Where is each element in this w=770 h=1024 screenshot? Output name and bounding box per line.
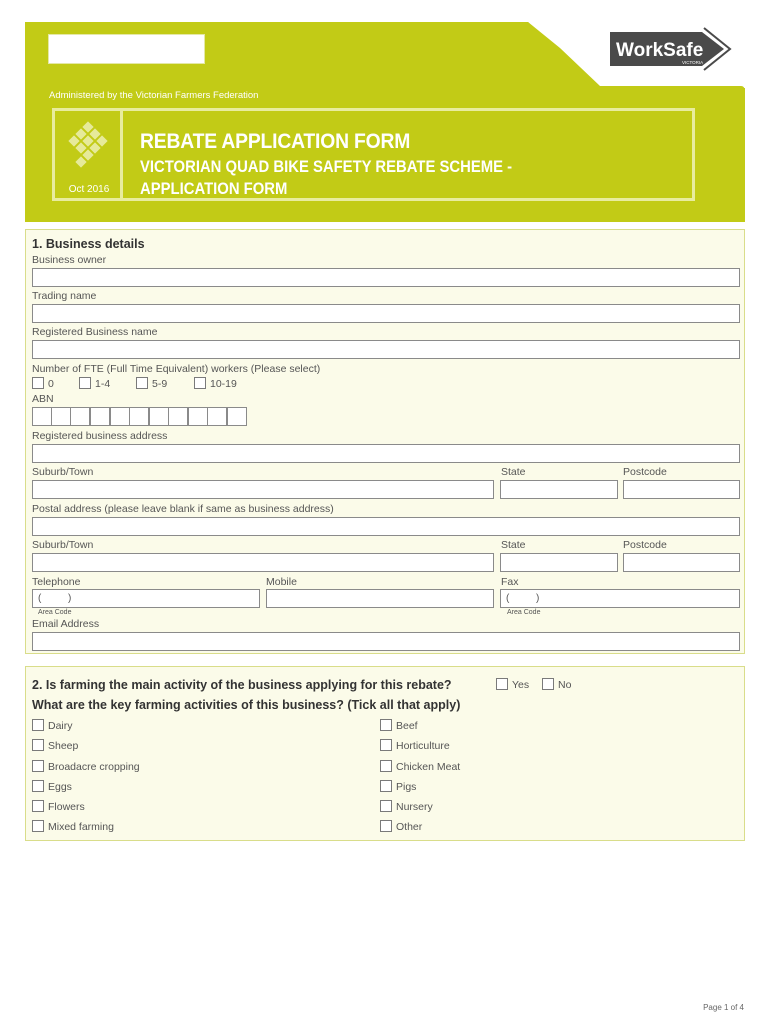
state-label: State (501, 466, 526, 478)
telephone-area-code-caption: Area Code (38, 609, 72, 616)
postal-state-field[interactable] (500, 553, 618, 572)
abn-digit[interactable] (188, 407, 208, 426)
trading-name-field[interactable] (32, 304, 740, 323)
section-1-heading: 1. Business details (32, 237, 145, 251)
title-panel (52, 108, 695, 201)
fte-0-label: 0 (48, 378, 54, 390)
abn-digit[interactable] (32, 407, 52, 426)
fte-5-9-checkbox[interactable] (136, 377, 148, 389)
dairy-label: Dairy (48, 720, 73, 732)
worksafe-logo (606, 26, 732, 72)
horticulture-label: Horticulture (396, 740, 450, 752)
pigs-label: Pigs (396, 781, 417, 793)
sheep-label: Sheep (48, 740, 79, 752)
abn-digit[interactable] (90, 407, 110, 426)
form-date: Oct 2016 (68, 184, 110, 195)
fte-5-9-label: 5-9 (152, 378, 168, 390)
farming-main-question: 2. Is farming the main activity of the business applying for this rebate? (32, 678, 452, 692)
farming-no-label: No (558, 679, 572, 691)
paren-close: ) (68, 593, 72, 604)
registered-address-label: Registered business address (32, 430, 168, 442)
paren-close: ) (536, 593, 540, 604)
trading-name-label: Trading name (32, 290, 97, 302)
business-owner-field[interactable] (32, 268, 740, 287)
email-label: Email Address (32, 618, 100, 630)
fax-area-code-caption: Area Code (507, 609, 541, 616)
eggs-label: Eggs (48, 781, 72, 793)
fte-1-4-checkbox[interactable] (79, 377, 91, 389)
mobile-label: Mobile (266, 576, 297, 588)
postal-suburb-field[interactable] (32, 553, 494, 572)
fte-1-4-label: 1-4 (95, 378, 111, 390)
title-left-cell (55, 111, 123, 198)
key-activities-question: What are the key farming activities of this business? (Tick all that apply) (32, 698, 461, 712)
eggs-checkbox[interactable] (32, 780, 44, 792)
page-number: Page 1 of 4 (703, 1003, 744, 1012)
subtitle-line-2: APPLICATION FORM (140, 180, 288, 198)
horticulture-checkbox[interactable] (380, 739, 392, 751)
dairy-checkbox[interactable] (32, 719, 44, 731)
abn-digit[interactable] (110, 407, 130, 426)
nursery-label: Nursery (396, 801, 433, 813)
state-field[interactable] (500, 480, 618, 499)
mobile-field[interactable] (266, 589, 494, 608)
fte-0-checkbox[interactable] (32, 377, 44, 389)
farming-activity-section (25, 666, 745, 841)
abn-digit[interactable] (51, 407, 71, 426)
abn-digit[interactable] (129, 407, 149, 426)
page-title: REBATE APPLICATION FORM (140, 130, 411, 153)
mixed-farming-checkbox[interactable] (32, 820, 44, 832)
abn-digit[interactable] (207, 407, 227, 426)
svg-text:WorkSafe: WorkSafe (616, 40, 704, 61)
paren-open: ( (506, 593, 510, 604)
other-checkbox[interactable] (380, 820, 392, 832)
farming-yes-label: Yes (512, 679, 530, 691)
sheep-checkbox[interactable] (32, 739, 44, 751)
registered-business-name-label: Registered Business name (32, 326, 158, 338)
registered-business-name-field[interactable] (32, 340, 740, 359)
reference-box[interactable] (48, 34, 205, 64)
beef-label: Beef (396, 720, 418, 732)
postal-postcode-field[interactable] (623, 553, 740, 572)
paren-open: ( (38, 593, 42, 604)
page-subtitle (140, 156, 512, 200)
postal-address-label: Postal address (please leave blank if same as business address) (32, 503, 334, 515)
fax-field[interactable] (500, 589, 740, 608)
abn-digit[interactable] (227, 407, 247, 426)
abn-label: ABN (32, 393, 54, 405)
farming-yes-checkbox[interactable] (496, 678, 508, 690)
abn-digit[interactable] (168, 407, 188, 426)
postcode-label: Postcode (623, 466, 667, 478)
farming-no-checkbox[interactable] (542, 678, 554, 690)
abn-digit[interactable] (70, 407, 90, 426)
postal-address-field[interactable] (32, 517, 740, 536)
fte-label: Number of FTE (Full Time Equivalent) workers (Please select) (32, 363, 321, 375)
pigs-checkbox[interactable] (380, 780, 392, 792)
business-details-section (25, 229, 745, 654)
subtitle-line-1: VICTORIAN QUAD BIKE SAFETY REBATE SCHEME - (140, 158, 513, 176)
fte-10-19-label: 10-19 (210, 378, 237, 390)
postal-suburb-label: Suburb/Town (32, 539, 94, 551)
svg-text:VICTORIA: VICTORIA (682, 60, 704, 65)
broadacre-cropping-label: Broadacre cropping (48, 761, 140, 773)
postcode-field[interactable] (623, 480, 740, 499)
administered-by: Administered by the Victorian Farmers Federation (49, 90, 259, 101)
beef-checkbox[interactable] (380, 719, 392, 731)
flowers-label: Flowers (48, 801, 85, 813)
chicken-meat-label: Chicken Meat (396, 761, 461, 773)
broadacre-cropping-checkbox[interactable] (32, 760, 44, 772)
nursery-checkbox[interactable] (380, 800, 392, 812)
mixed-farming-label: Mixed farming (48, 821, 114, 833)
registered-address-field[interactable] (32, 444, 740, 463)
postal-postcode-label: Postcode (623, 539, 667, 551)
diamond-pattern-icon (67, 121, 111, 173)
email-field[interactable] (32, 632, 740, 651)
telephone-label: Telephone (32, 576, 81, 588)
fax-label: Fax (501, 576, 519, 588)
suburb-label: Suburb/Town (32, 466, 94, 478)
chicken-meat-checkbox[interactable] (380, 760, 392, 772)
postal-state-label: State (501, 539, 526, 551)
abn-field[interactable] (32, 407, 252, 426)
business-owner-label: Business owner (32, 254, 107, 266)
suburb-field[interactable] (32, 480, 494, 499)
abn-digit[interactable] (149, 407, 169, 426)
fte-10-19-checkbox[interactable] (194, 377, 206, 389)
telephone-field[interactable] (32, 589, 260, 608)
flowers-checkbox[interactable] (32, 800, 44, 812)
other-label: Other (396, 821, 423, 833)
